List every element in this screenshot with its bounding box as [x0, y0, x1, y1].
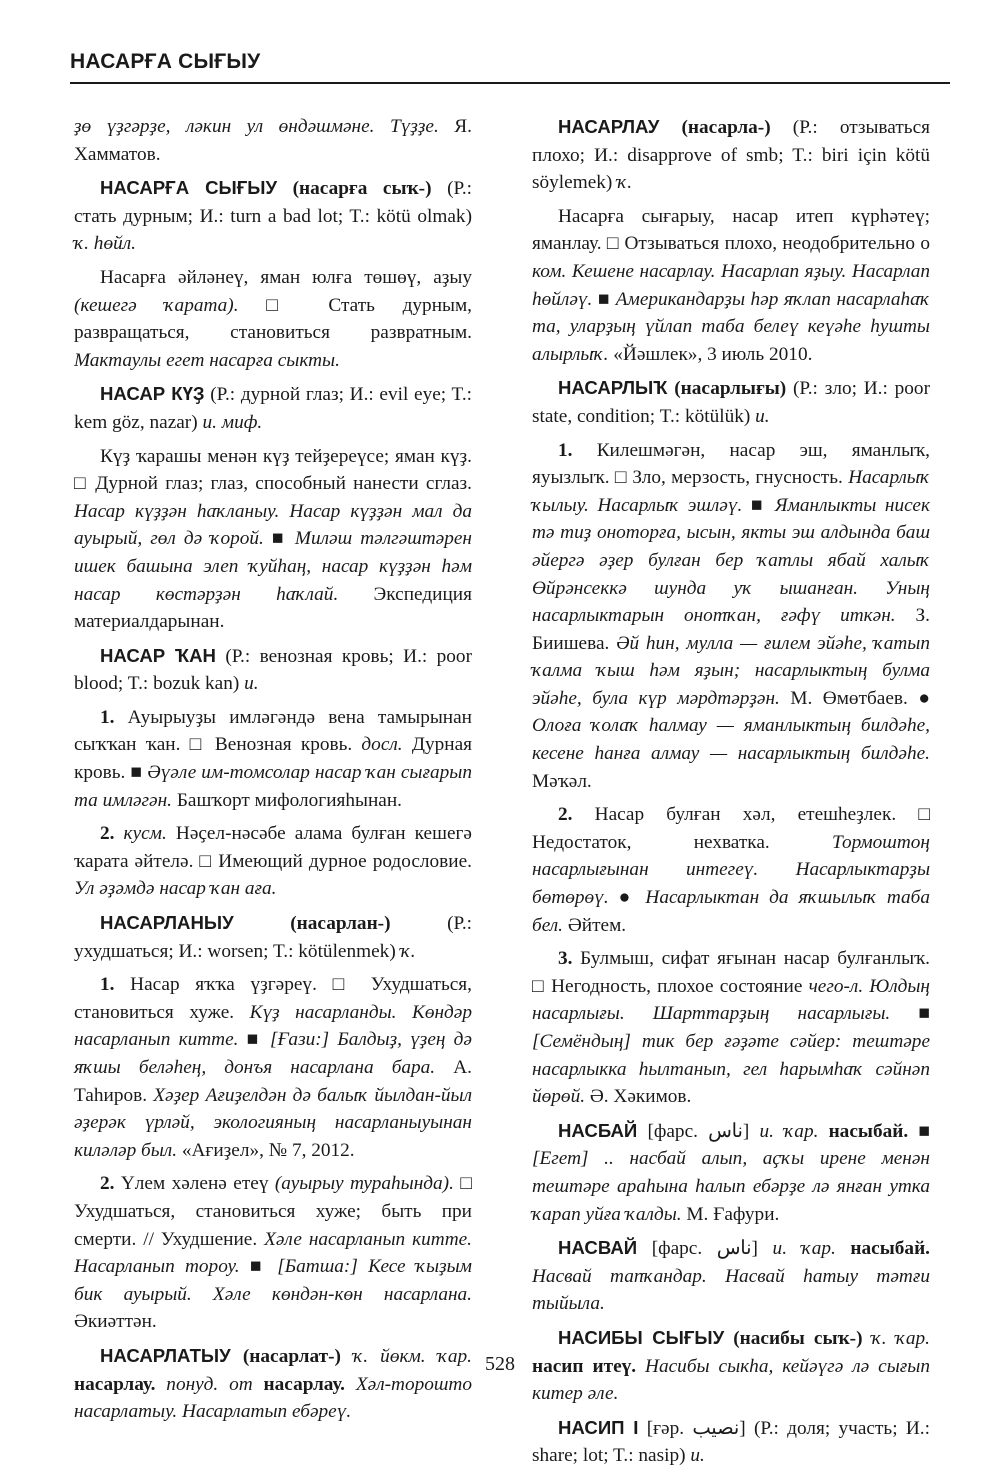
entry-text: Я. Хамматов. — [74, 116, 472, 165]
entry-text: 2. — [100, 1173, 115, 1195]
entry-text: (насарлығы) — [667, 378, 787, 400]
entry-text: (Р.: венозная кровь; И.: poor blood; T.: bozuk kan) — [74, 645, 472, 695]
dictionary-paragraph — [74, 113, 472, 168]
dictionary-paragraph — [74, 642, 472, 698]
headword: НАСИБЫ СЫҒЫУ — [558, 1326, 725, 1348]
page-header — [70, 50, 950, 84]
headword: НАСВАЙ — [558, 1237, 638, 1259]
entry-text: ҡ. йөкм. ҡар. — [340, 1345, 472, 1367]
entry-text: «Ағиҙел», № 7, 2012. — [177, 1139, 355, 1161]
entry-text: Ул әҙәмдә насар ҡан аға. — [74, 878, 277, 900]
entry-text: Дурная кровь. ■ — [74, 734, 472, 784]
headword: НАСБАЙ — [558, 1119, 638, 1141]
entry-text: (кешегә ҡарата). — [74, 294, 239, 316]
entry-text: ҡ. — [400, 940, 416, 962]
headword: НАСАРЛЫҠ — [558, 377, 668, 399]
entry-text: 2. — [100, 823, 115, 845]
entry-text: (Р.: ухудшаться; И.: worsen; T.: kötülenmek) — [74, 913, 472, 962]
entry-text: Американдарҙы һәр яҡлап насарлаһаҡ та, уларҙың үйлап таба белеү кеүәһе һушты алырлыҡ. — [532, 288, 930, 365]
entry-text: насарлау. — [74, 1373, 156, 1395]
entry-text: 3. — [558, 948, 573, 970]
entry-text: Хәл-торошто насарлатыу. Насарлатып ебәреү. — [74, 1373, 472, 1423]
entry-text: насип итеү. — [532, 1355, 637, 1377]
dictionary-paragraph — [74, 704, 472, 814]
entry-text: Әйтем. — [563, 914, 627, 936]
entry-text: [Ғази:] Балдыҙ, үҙең дә яҡшы беләһең, донъя насарлана бара. — [74, 1029, 472, 1078]
entry-text: □ Стать дурным, развращаться, становиться развратным. — [74, 294, 472, 344]
entry-text: ҡ. һөйл. — [74, 233, 136, 255]
entry-text: досл. — [361, 734, 403, 756]
entry-text: ■ — [592, 288, 616, 310]
entry-text: кусм. — [114, 823, 167, 845]
entry-text: [ғәр. نصيب] (Р.: доля; участь; И.: share; lot; T.: nasip) — [532, 1417, 930, 1467]
entry-text: чего-л. Юлдың насарлығы. Шарттарҙың насарлығы. — [532, 975, 930, 1025]
entry-text: М. Өмөтбаев. ● — [779, 687, 930, 709]
entry-text: Әүәле им-томсолар насар ҡан сығарып та имләгән. — [74, 762, 472, 811]
entry-text: (насарға сыҡ-) — [277, 178, 432, 200]
entry-text: ■ — [742, 494, 775, 516]
entry-text: Күҙ ҡарашы менән күҙ тейҙереүсе; яман күҙ. □ Дурной глаз; глаз, способный нанести сглаз. — [74, 445, 472, 495]
entry-text: 1. — [558, 439, 573, 461]
entry-text: Яманлыкты нисек тә тиҙ оноторға, ысын, якты эш алдында баш әйергә әҙер булған бер ҡатлы ябай халыҡ Өйрәнсеккә шунда уҡ ышанған. Уның насарлыктарын онотҡан, ғәфү иткән. — [532, 494, 930, 627]
dictionary-paragraph — [532, 1234, 930, 1318]
entry-text: (ауырыу тураһында). — [274, 1173, 454, 1195]
entry-text: 1. — [100, 974, 115, 996]
headword: НАСАРҒА СЫҒЫУ — [100, 177, 278, 199]
entry-text: Насарлыҡ ҡылыу. Насарлыҡ эшләү. — [532, 467, 930, 516]
entry-text: (насарлан-) — [233, 913, 391, 935]
entry-text: ҡ. — [617, 172, 633, 194]
entry-text: Мәҡәл. — [532, 770, 592, 792]
entry-text: понуд. от — [155, 1373, 253, 1395]
dictionary-paragraph — [74, 1170, 472, 1336]
entry-text: Хәле насарланып китте. Насарланып тороу. — [74, 1228, 472, 1278]
entry-text: и. ҡар. — [772, 1238, 836, 1260]
page-number: 528 — [485, 1353, 515, 1375]
dictionary-paragraph — [74, 264, 472, 374]
entry-text: □ Ухудшаться, становиться хуже; быть при смерти. // Ухудшение. — [74, 1173, 472, 1250]
entry-text: М. Ғафури. — [681, 1203, 780, 1225]
entry-text: Хәҙер Ағиҙелдән дә балыҡ йылдан-йыл әҙерәк үрләй, экологияның насарланыуынан киләләр был. — [74, 1084, 472, 1161]
entry-text: и. — [755, 405, 770, 427]
entry-text: ■ — [238, 1029, 270, 1051]
dictionary-paragraph — [532, 1117, 930, 1228]
entry-text: З. Биишева. — [532, 605, 930, 654]
entry-text: насарлау. — [252, 1373, 345, 1395]
dictionary-paragraph — [74, 443, 472, 636]
dictionary-paragraph — [74, 380, 472, 436]
entry-text: Килешмәгән, насар эш, яманлыҡ, яуызлыҡ. □ Зло, мерзость, гнусность. — [532, 439, 930, 489]
entry-text: Ауырыуҙы имләгәндә вена тамырынан сыҡҡан ҡан. □ Венозная кровь. — [74, 706, 472, 756]
entry-text: (Р.: отзываться плохо; И.: disapprove of smb; T.: biri için kötü söylemek) — [532, 117, 930, 194]
entry-text: ҡ. ҡар. — [862, 1327, 930, 1349]
entry-text: (Р.: зло; И.: poor state, condition; T.: kötülük) — [532, 378, 930, 427]
entry-text: Нәҫел-нәсәбе алама булған кешегә ҡарата әйтелә. □ Имеющий дурное родословие. — [74, 823, 472, 872]
dictionary-paragraph — [532, 203, 930, 369]
entry-text: [фарс. ناس] — [637, 1238, 773, 1260]
entry-text: ■ — [908, 1120, 930, 1142]
entry-text: и. — [690, 1445, 705, 1467]
entry-text: [фарс. ناس] — [637, 1120, 760, 1142]
entry-text: Миләш тәлгәштәрен ишек башына элеп ҡуйһаң, насар күҙҙән һәм насар көстәрҙән һаҡлай. — [74, 528, 472, 605]
entry-text: Насибы сыкһа, кейәүгә лә сығып китер әле. — [532, 1355, 930, 1405]
headword: НАСАРЛАНЫУ — [100, 912, 234, 934]
right-column — [532, 113, 930, 1476]
entry-text: Насвай тапҡандар. Насвай һатыу тәтғи тыйыла. — [532, 1265, 930, 1315]
dictionary-paragraph — [74, 174, 472, 258]
dictionary-paragraph — [532, 945, 930, 1111]
entry-text: Үлем хәленә етеү — [114, 1173, 275, 1195]
entry-text: Насар күҙҙән һаҡланыу. Насар күҙҙән мал да ауырый, гөл дә ҡорой. — [74, 500, 472, 550]
running-head: НАСАРҒА СЫҒЫУ — [70, 50, 261, 73]
dictionary-paragraph — [532, 437, 930, 796]
entry-text: 1. — [100, 706, 115, 728]
entry-text: [Батша:] Кесе ҡыҙым бик ауырый. Хәле көндән-көн насарлана. — [74, 1256, 472, 1305]
entry-text: [Егет] .. насбай алып, аҫҡы ирене менән тештәре араһына һалып ебәрҙе лә янған утка ҡарап уйға ҡалды. — [532, 1148, 930, 1225]
entry-text: Насарға сығарыу, насар итеп күрһәтеү; яманлау. □ Отзываться плохо, неодобрительно о — [532, 205, 930, 255]
dictionary-paragraph — [532, 801, 930, 939]
entry-text: А. Таһиров. — [74, 1057, 472, 1106]
headword: НАСАР ҠАН — [100, 644, 216, 666]
entry-text: Насарға әйләнеү, яман юлға төшөү, аҙыу — [100, 266, 472, 288]
entry-text: и. — [244, 673, 259, 695]
dictionary-paragraph — [74, 971, 472, 1164]
entry-text: Башҡорт мифологияһынан. — [172, 789, 402, 811]
entry-text: (Р.: дурной глаз; И.: evil eye; T.: kem göz, nazar) — [74, 384, 472, 433]
entry-text: (насибы сыҡ-) — [724, 1327, 863, 1349]
dictionary-paragraph — [532, 1414, 930, 1470]
headword: НАСАРЛАТЫУ — [100, 1344, 231, 1366]
entry-text: ■ — [239, 1256, 278, 1278]
headword: НАСИП I — [558, 1416, 639, 1438]
dictionary-paragraph — [532, 374, 930, 430]
entry-text: Булмыш, сифат яғынан насар булғанлыҡ. □ Негодность, плохое состояние — [532, 948, 930, 997]
entry-text: насыбай. — [835, 1238, 930, 1260]
entry-text: Насар яҡҡа үҙгәреү. □ Ухудшаться, становиться хуже. — [74, 974, 472, 1023]
entry-text: и. миф. — [202, 411, 263, 433]
entry-text: Олоға ҡолаҡ һалмау — яманлыктың билдәһе, кесене һанға алмау — насарлыктың билдәһе. — [532, 715, 930, 765]
entry-text: ■ — [263, 528, 295, 550]
entry-text: Насарлыктан да яҡшылыҡ таба бел. — [532, 887, 930, 936]
entry-text: Тормоштоң насарлығынан интегеү. Насарлыктарҙы бөтөрөү. — [532, 831, 930, 909]
dictionary-paragraph — [74, 909, 472, 965]
entry-text: ҙө үҙгәрҙе, ләкин ул өндәшмәне. Түҙҙе. — [74, 116, 439, 137]
entry-text: «Йәшлек», 3 июль 2010. — [608, 343, 813, 365]
entry-text: [Семёндың] тик бер ғәҙәте сәйер: тештәре насарлыкка һылтанып, гел һарымһаҡ сәйнәп йөрөй. — [532, 1031, 930, 1108]
entry-text: Күҙ насарланды. Көндәр насарланып китте. — [74, 1001, 472, 1051]
left-column — [74, 113, 472, 1432]
entry-text: (Р.: стать дурным; И.: turn a bad lot; T.: kötü olmak) — [74, 178, 472, 227]
entry-text: Ә. Хәкимов. — [585, 1086, 692, 1108]
dictionary-paragraph — [532, 113, 930, 197]
entry-text: Насар булған хәл, етешһеҙлек. □ Недостаток, нехватка. — [532, 804, 930, 853]
entry-text: ■ — [890, 1003, 930, 1025]
entry-text: Әкиәттән. — [74, 1311, 157, 1333]
headword: НАСАР КҮҘ — [100, 383, 205, 405]
entry-text: (насарла-) — [659, 117, 771, 138]
entry-text: Әй һин, мулла — ғилем эйәһе, ҡатып ҡалма ҡыш һәм яҙын; насарлыктың булма эйәһе, була күр мәрдтәрҙән. — [532, 632, 931, 709]
entry-text: ● — [608, 887, 646, 909]
entry-text: насыбай. — [818, 1120, 909, 1142]
entry-text: (насарлат-) — [230, 1345, 341, 1367]
entry-text: 2. — [558, 804, 573, 826]
headword: НАСАРЛАУ — [558, 116, 660, 137]
entry-text: Экспедиция материалдарынан. — [74, 583, 472, 633]
entry-text: ком. Кешене насарлау. Насарлап яҙыу. Насарлап һөйләү. — [532, 260, 930, 310]
entry-text: Мактаулы егет насарға сыкты. — [74, 349, 340, 371]
dictionary-paragraph — [74, 820, 472, 903]
entry-text: и. ҡар. — [759, 1120, 819, 1142]
